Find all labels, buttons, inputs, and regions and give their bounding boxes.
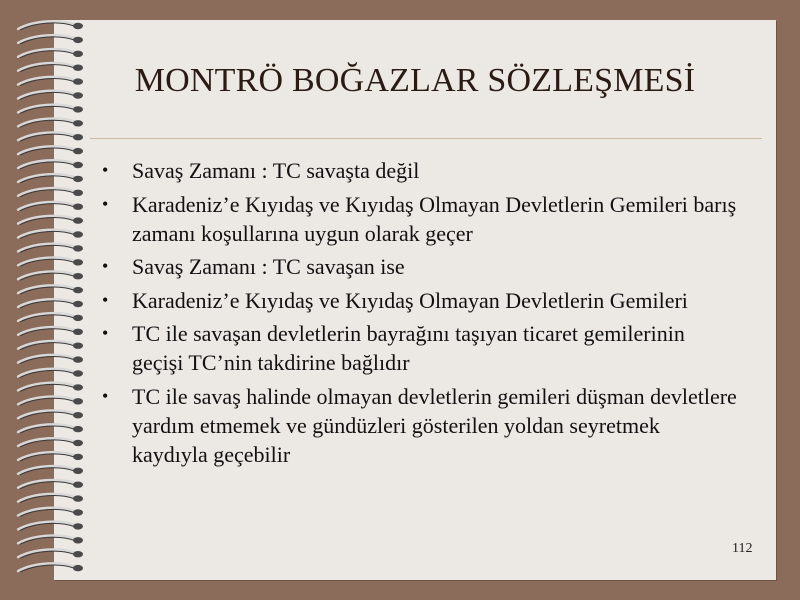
- bullet-text: Karadeniz’e Kıyıdaş ve Kıyıdaş Olmayan Devletlerin Gemileri: [132, 287, 688, 313]
- spiral-ring-icon: [18, 466, 83, 475]
- bullet-text: Savaş Zamanı : TC savaşan ise: [132, 254, 405, 279]
- spiral-ring-icon: [18, 452, 83, 461]
- bullet-icon: •: [102, 385, 109, 406]
- bullet-list: [100, 156, 740, 473]
- slide-title: MONTRÖ BOĞAZLAR SÖZLEŞMESİ: [134, 62, 696, 99]
- spiral-ring-icon: [18, 313, 83, 322]
- bullet-text: TC ile savaşan devletlerin bayrağını taşıyan ticaret gemilerinin geçişi TC’nin takdirine bağlıdır: [132, 321, 685, 375]
- spiral-ring-icon: [18, 49, 83, 58]
- spiral-ring-icon: [18, 536, 83, 545]
- bullet-icon: •: [102, 160, 109, 180]
- bullet-text: Karadeniz’e Kıyıdaş ve Kıyıdaş Olmayan Devletlerin Gemileri barış zamanı koşullarına uygun olarak geçer: [132, 191, 737, 246]
- bullet-icon: •: [102, 289, 109, 310]
- bullet-text: TC ile savaş halinde olmayan devletlerin gemileri düşman devletlere yardım etmemek ve gündüzleri gösterilen yoldan seyretmek kaydıyla geçebilir: [132, 383, 737, 467]
- spiral-ring-icon: [18, 258, 83, 267]
- spiral-ring-icon: [18, 299, 83, 308]
- bullet-item: [100, 319, 740, 377]
- spiral-ring-icon: [18, 119, 83, 128]
- spiral-ring-icon: [18, 244, 83, 253]
- spiral-ring-icon: [18, 271, 83, 280]
- spiral-ring-icon: [18, 21, 83, 30]
- spiral-ring-icon: [18, 327, 83, 336]
- spiral-ring-icon: [18, 188, 83, 197]
- spiral-ring-icon: [18, 549, 83, 558]
- title-divider: [90, 138, 762, 139]
- spiral-ring-icon: [18, 105, 83, 114]
- spiral-ring-icon: [18, 397, 83, 406]
- spiral-ring-icon: [18, 216, 83, 225]
- spiral-ring-icon: [18, 355, 83, 364]
- bullet-text: Savaş Zamanı : TC savaşta değil: [132, 158, 420, 183]
- spiral-ring-icon: [18, 522, 83, 531]
- bullet-item: [100, 156, 740, 185]
- spiral-ring-icon: [18, 202, 83, 211]
- spiral-ring-icon: [18, 285, 83, 294]
- spiral-ring-icon: [18, 508, 83, 517]
- bullet-item: [100, 190, 740, 248]
- bullet-item: [100, 286, 740, 315]
- spiral-ring-icon: [18, 424, 83, 433]
- spiral-ring-icon: [18, 494, 83, 503]
- bullet-icon: •: [102, 323, 109, 343]
- spiral-ring-icon: [18, 369, 83, 378]
- spiral-ring-icon: [18, 438, 83, 447]
- spiral-ring-icon: [18, 341, 83, 350]
- bullet-item: [100, 252, 740, 281]
- spiral-ring-icon: [18, 146, 83, 155]
- bullet-icon: •: [102, 193, 109, 214]
- spiral-binding-icon: [4, 18, 94, 588]
- spiral-ring-icon: [18, 480, 83, 489]
- spiral-ring-icon: [18, 230, 83, 239]
- spiral-ring-icon: [18, 563, 83, 572]
- spiral-ring-icon: [18, 174, 83, 183]
- spiral-ring-icon: [18, 132, 83, 141]
- spiral-ring-icon: [18, 35, 83, 44]
- bullet-item: [100, 382, 740, 469]
- spiral-ring-icon: [18, 383, 83, 392]
- page-number: 112: [732, 541, 753, 556]
- spiral-ring-icon: [18, 160, 83, 169]
- bullet-icon: •: [102, 256, 109, 276]
- spiral-ring-icon: [18, 410, 83, 419]
